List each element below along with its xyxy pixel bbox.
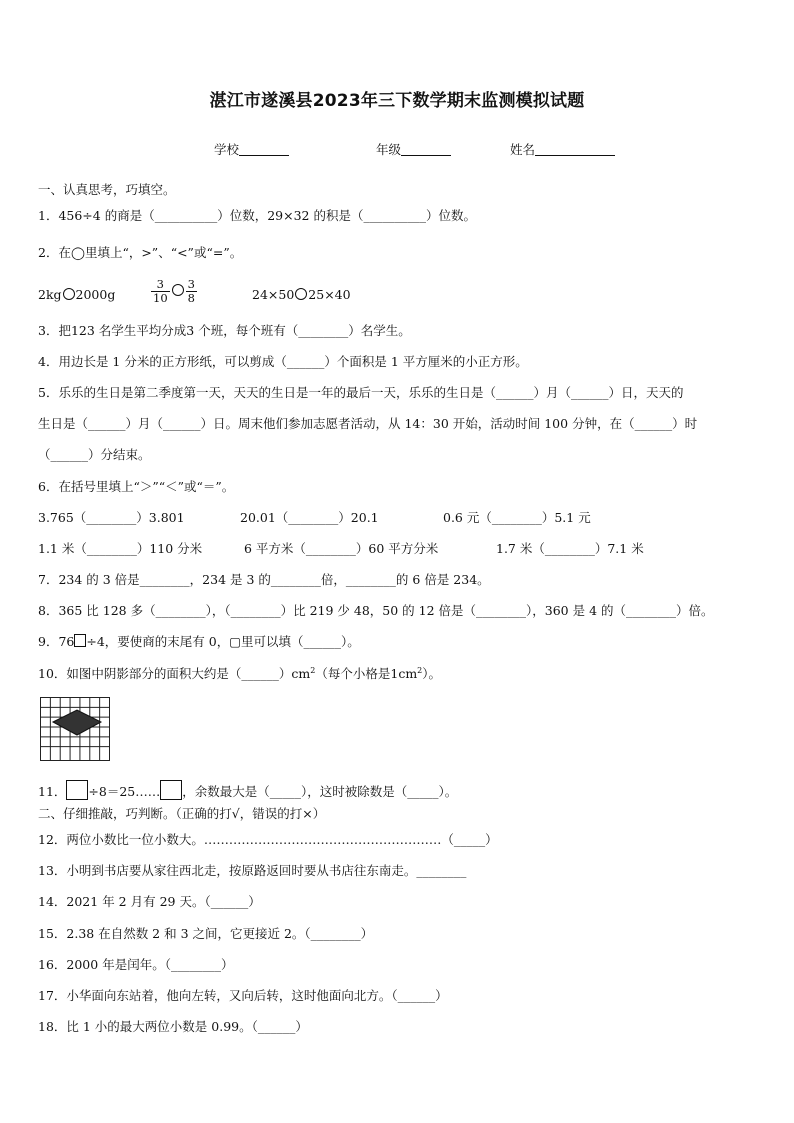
question-10 (38, 666, 441, 682)
q9-suffix: ÷4，要使商的末尾有 0，▢里可以填（______）。 (86, 634, 360, 649)
q2-a-left: 2kg (38, 287, 62, 302)
q2-a-right: 2000g (75, 287, 116, 302)
question-2-item-c (252, 287, 351, 303)
question-4: 4．用边长是 1 分米的正方形纸，可以剪成（______）个面积是 1 平方厘米的小正方形。 (38, 354, 528, 369)
compare-circle[interactable] (172, 284, 184, 296)
question-15: 15．2.38 在自然数 2 和 3 之间，它更接近 2。（________） (38, 926, 374, 941)
school-label: 学校 (214, 142, 240, 157)
question-5-line-2: 生日是（______）月（______）日。周末他们参加志愿者活动，从 14：30 开始，活动时间 100 分钟，在（______）时 (38, 416, 698, 431)
grid-figure (40, 697, 110, 761)
grade-label: 年级 (376, 142, 402, 157)
fraction-denominator: 8 (187, 291, 195, 305)
section-2-heading: 二、仔细推敲，巧判断。（正确的打√，错误的打×） (38, 806, 326, 821)
fraction-3-10 (151, 278, 170, 305)
superscript-2: 2 (417, 666, 423, 675)
q11-middle: ÷8＝25…… (88, 784, 161, 799)
page-title: 湛江市遂溪县2023年三下数学期末监测模拟试题 (209, 91, 585, 111)
question-16: 16．2000 年是闰年。（________） (38, 957, 234, 972)
question-14: 14．2021 年 2 月有 29 天。（______） (38, 894, 261, 909)
remainder-box[interactable] (160, 780, 182, 800)
question-2: 2．在◯里填上“，>”、“<”或“=”。 (38, 245, 243, 260)
question-8: 8．365 比 128 多（________），（________）比 219 少 48，50 的 12 倍是（________），360 是 4 的（________）倍。 (38, 603, 714, 618)
compare-circle[interactable] (63, 288, 75, 300)
superscript-2: 2 (310, 666, 316, 675)
dividend-box[interactable] (66, 780, 88, 800)
q6-row1-item-2: 20.01（________）20.1 (240, 510, 379, 525)
school-field (214, 140, 289, 158)
q2-c-left: 24×50 (252, 287, 295, 302)
q6-row2-item-1: 1.1 米（________）110 分米 (38, 541, 203, 556)
fraction-3-8 (186, 278, 197, 305)
q6-row2-item-3: 1.7 米（________）7.1 米 (496, 541, 644, 556)
question-3: 3．把123 名学生平均分成3 个班，每个班有（________）名学生。 (38, 323, 411, 338)
fraction-numerator: 3 (151, 278, 170, 292)
q10-middle: （每个小格是1cm (315, 666, 418, 681)
q10-prefix: 10．如图中阴影部分的面积大约是（______）cm (38, 666, 311, 681)
question-1: 1．456÷4 的商是（__________）位数，29×32 的积是（__________）位数。 (38, 208, 476, 223)
q9-blank-box[interactable] (74, 634, 86, 647)
compare-circle[interactable] (295, 288, 307, 300)
fraction-denominator: 10 (153, 291, 168, 305)
question-18: 18．比 1 小的最大两位小数是 0.99。（______） (38, 1019, 308, 1034)
q6-row1-item-3: 0.6 元（________）5.1 元 (443, 510, 591, 525)
q11-suffix: ，余数最大是（_____），这时被除数是（_____）。 (182, 784, 458, 799)
question-12: 12．两位小数比一位小数大。…………………………………………………（_____） (38, 832, 498, 847)
question-5-line-3: （______）分结束。 (38, 447, 151, 462)
grade-field (376, 140, 451, 158)
question-7: 7．234 的 3 倍是________，234 是 3 的________倍，________的 6 倍是 234。 (38, 572, 490, 587)
name-label: 姓名 (510, 142, 536, 157)
question-11 (38, 780, 457, 800)
q11-prefix: 11． (38, 784, 67, 799)
q6-row2-item-2: 6 平方米（________）60 平方分米 (244, 541, 439, 556)
fraction-numerator: 3 (187, 277, 195, 291)
question-9 (38, 634, 360, 650)
question-13: 13．小明到书店要从家往西北走，按原路返回时要从书店往东南走。________ (38, 863, 467, 878)
name-blank[interactable] (535, 143, 615, 156)
q10-end: ）。 (422, 666, 442, 681)
question-17: 17．小华面向东站着，他向左转，又向后转，这时他面向北方。（______） (38, 988, 448, 1003)
question-2-item-a (38, 287, 115, 303)
q6-row1-item-1: 3.765（________）3.801 (38, 510, 185, 525)
question-2-item-b (150, 278, 198, 305)
section-1-heading: 一、认真思考，巧填空。 (38, 182, 176, 197)
q2-c-right: 25×40 (308, 287, 351, 302)
question-5-line-1: 5．乐乐的生日是第二季度第一天，天天的生日是一年的最后一天，乐乐的生日是（______）月（______）日，天天的 (38, 385, 684, 400)
grade-blank[interactable] (401, 143, 451, 156)
school-blank[interactable] (239, 143, 289, 156)
q9-prefix: 9．76 (38, 634, 75, 649)
question-6: 6．在括号里填上“＞”“＜”或“＝”。 (38, 479, 235, 494)
name-field (510, 140, 615, 158)
